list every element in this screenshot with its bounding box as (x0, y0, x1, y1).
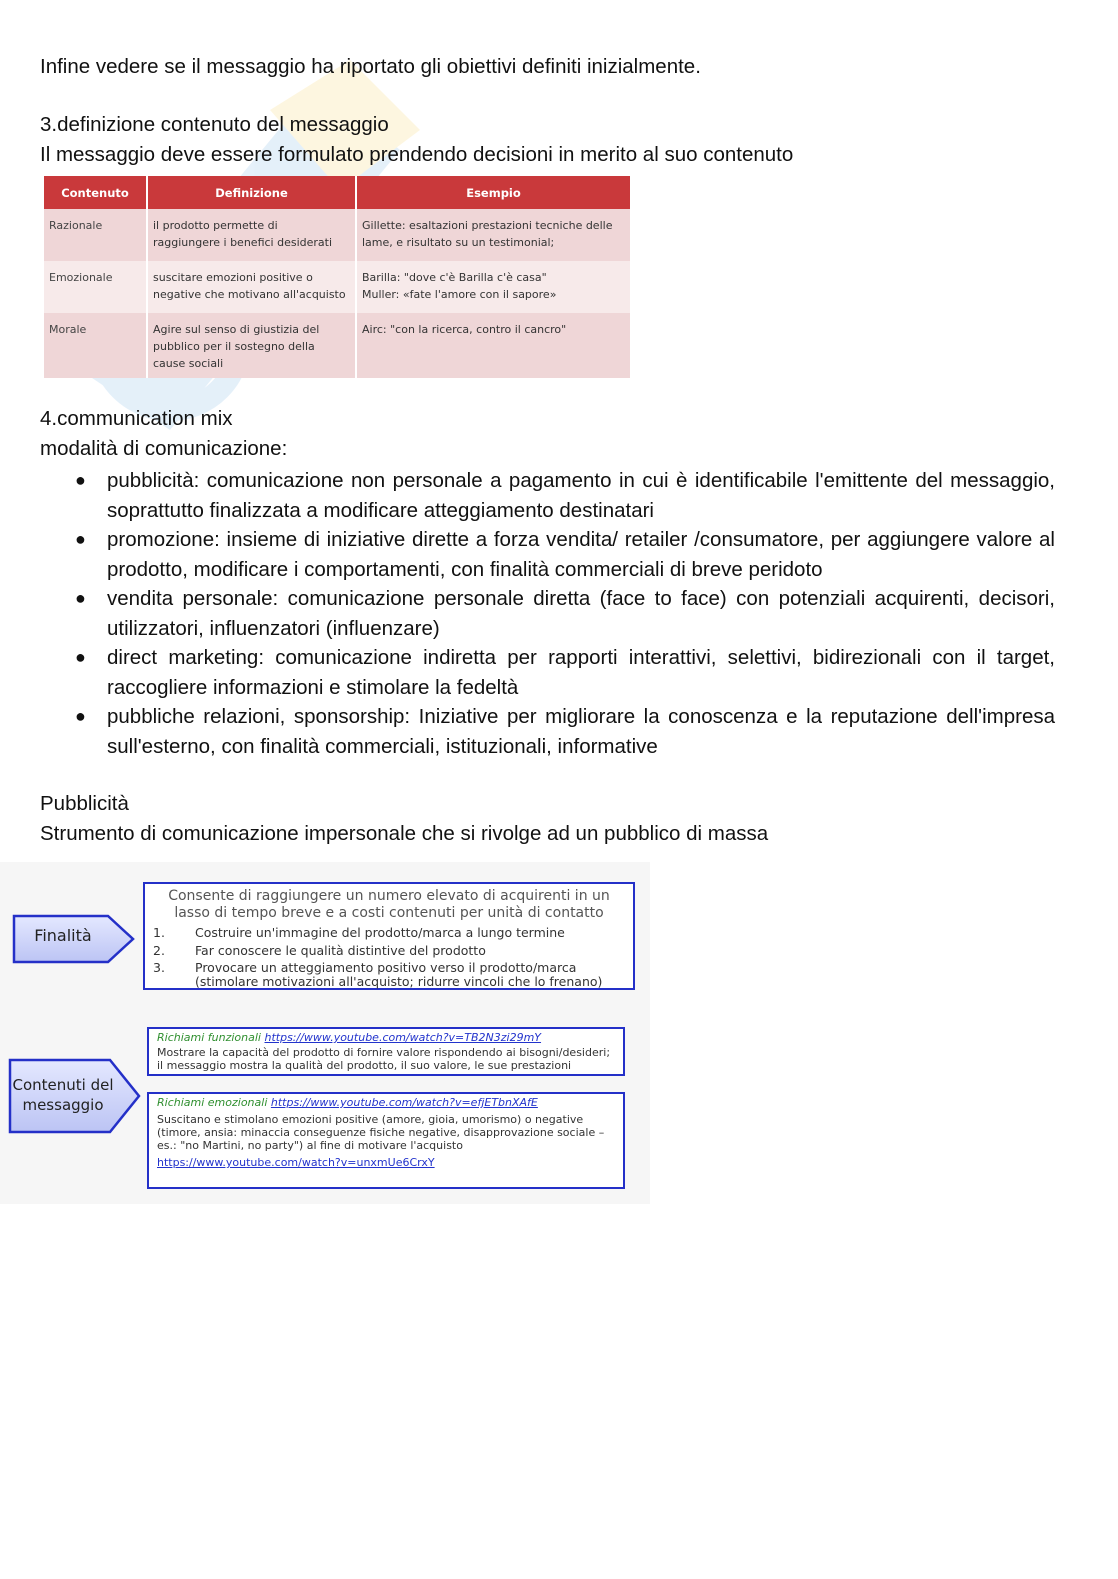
table-cell: il prodotto permette di raggiungere i benefici desiderati (147, 209, 356, 261)
contenuti-label: Contenuti del messaggio (12, 1076, 114, 1114)
richiami-emozionali-link[interactable]: https://www.youtube.com/watch?v=efjETbnXAfE (270, 1096, 538, 1109)
list-item: 1. Costruire un'immagine del prodotto/marca a lungo termine (153, 925, 565, 940)
section-4-heading: 4.communication mix (40, 407, 233, 430)
richiami-emozionali-text-2: (timore, ansia: minaccia conseguenze fisiche negative, disapprovazione sociale – (157, 1126, 605, 1139)
bullet-icon: ● (75, 588, 86, 608)
bullet-icon: ● (75, 647, 86, 667)
section-4-subheading: modalità di comunicazione: (40, 437, 288, 460)
table-header-contenuto: Contenuto (44, 176, 147, 209)
list-item: 2. Far conoscere le qualità distintive del prodotto (153, 943, 486, 958)
list-item: ● direct marketing: comunicazione indiretta per rapporti interattivi, selettivi, bidirezionali con il target, raccogliere informazioni e stimolare la fedeltà (75, 643, 1055, 702)
richiami-emozionali-text-3: es.: "no Martini, no party") al fine di motivare l'acquisto (157, 1139, 463, 1152)
richiami-emozionali-link-2[interactable]: https://www.youtube.com/watch?v=unxmUe6CrxY (157, 1156, 435, 1169)
table-header-row (44, 176, 631, 209)
section-3-text: Il messaggio deve essere formulato prendendo decisioni in merito al suo contenuto (40, 143, 794, 166)
finalita-label: Finalità (34, 926, 92, 945)
intro-line: Infine vedere se il messaggio ha riportato gli obiettivi definiti inizialmente. (40, 55, 701, 78)
richiami-funzionali-label: Richiami funzionali (157, 1031, 261, 1044)
communication-mix-list (75, 466, 1055, 761)
table-cell: Agire sul senso di giustizia del pubblico per il sostegno della cause sociali (147, 313, 356, 378)
list-item: ● vendita personale: comunicazione personale diretta (face to face) con potenziali acquirenti, decisori, utilizzatori, influenzatori (influenzare) (75, 584, 1055, 643)
table-cell: Morale (44, 313, 147, 378)
table-cell: Emozionale (44, 261, 147, 313)
table-row (44, 261, 631, 313)
table-header-esempio: Esempio (356, 176, 631, 209)
table-cell: Gillette: esaltazioni prestazioni tecniche delle lame, e risultato su un testimonial; (356, 209, 631, 261)
table-row (44, 313, 631, 378)
table-header-definizione: Definizione (147, 176, 356, 209)
table-cell: Airc: "con la ricerca, contro il cancro" (356, 313, 631, 378)
richiami-emozionali-label: Richiami emozionali (157, 1096, 268, 1109)
list-item: ● pubblicità: comunicazione non personale a pagamento in cui è identificabile l'emittente del messaggio, soprattutto finalizzata a modificare atteggiamento destinatari (75, 466, 1055, 525)
pubblicita-text: Strumento di comunicazione impersonale che si rivolge ad un pubblico di massa (40, 822, 769, 845)
pubblicita-heading: Pubblicità (40, 792, 129, 815)
richiami-emozionali-box (147, 1092, 625, 1189)
richiami-funzionali-text-2: il messaggio mostra la qualità del prodotto, il suo valore, le sue prestazioni (157, 1059, 572, 1072)
content-types-table (44, 176, 632, 378)
section-3-heading: 3.definizione contenuto del messaggio (40, 113, 389, 136)
list-item: ● promozione: insieme di iniziative dirette a forza vendita/ retailer /consumatore, per aggiungere valore al prodotto, modificare i comportamenti, con finalità commerciali di breve peridoto (75, 525, 1055, 584)
richiami-emozionali-text: Suscitano e stimolano emozioni positive (amore, gioia, umorismo) o negative (157, 1113, 584, 1126)
richiami-funzionali-text: Mostrare la capacità del prodotto di fornire valore rispondendo ai bisogni/desideri; (157, 1046, 611, 1059)
finalita-box (143, 882, 635, 990)
pubblicita-diagram (0, 862, 650, 1204)
bullet-icon: ● (75, 470, 86, 490)
list-item: 3. Provocare un atteggiamento positivo verso il prodotto/marca (stimolare motivazioni all'acquisto; ridurre vincoli che lo frenano) (153, 960, 603, 989)
table-cell: suscitare emozioni positive o negative che motivano all'acquisto (147, 261, 356, 313)
table-cell: Razionale (44, 209, 147, 261)
richiami-funzionali-link[interactable]: https://www.youtube.com/watch?v=TB2N3zi29mY (264, 1031, 542, 1044)
table-cell: Barilla: "dove c'è Barilla c'è casa" Muller: «fate l'amore con il sapore» (356, 261, 631, 313)
finalita-head: Consente di raggiungere un numero elevato di acquirenti in un lasso di tempo breve e a costi contenuti per unità di contatto (168, 888, 610, 921)
table-row (44, 209, 631, 261)
bullet-icon: ● (75, 529, 86, 549)
list-item: ● pubbliche relazioni, sponsorship: Iniziative per migliorare la conoscenza e la reputazione dell'impresa sull'esterno, con finalità commerciali, istituzionali, informative (75, 702, 1055, 761)
bullet-icon: ● (75, 706, 86, 726)
richiami-funzionali-box (147, 1027, 625, 1076)
